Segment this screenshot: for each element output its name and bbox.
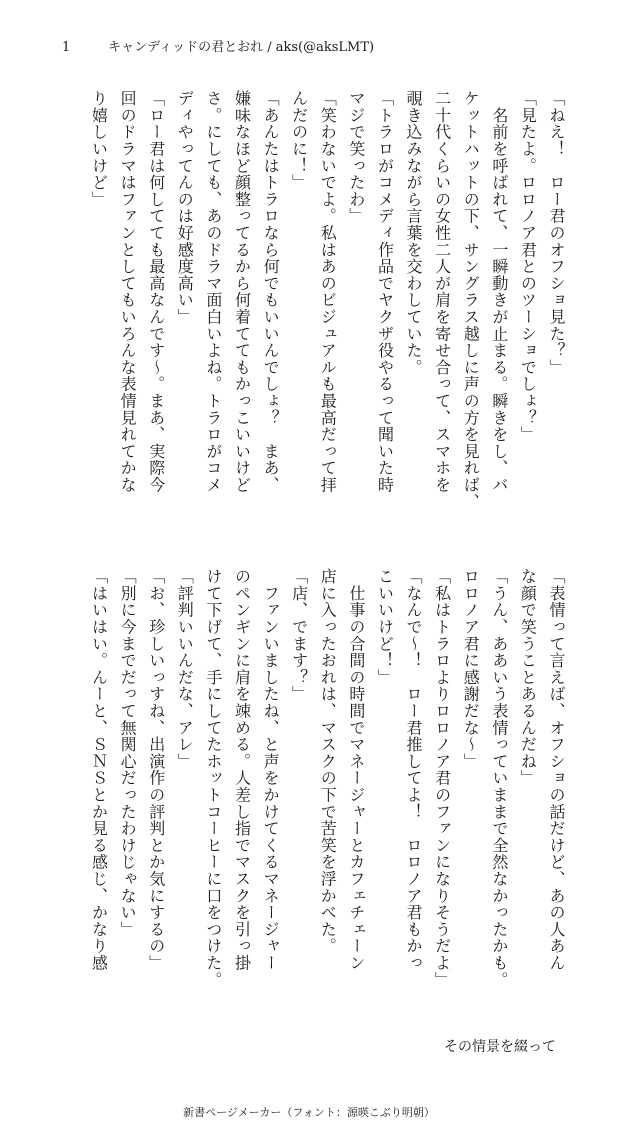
- text-line: 仕事の合間の時間でマネージャーとカフェチェーン: [346, 568, 366, 972]
- text-line: 「トラロがコメディ作品でヤクザ役やるって聞いた時: [375, 90, 395, 494]
- text-block-top: [50, 90, 570, 520]
- text-line: 「店、でます？」: [289, 568, 309, 703]
- page-header: [62, 36, 598, 55]
- text-line: 「ねえ！ ロー君のオフショ見た？」: [547, 90, 566, 376]
- text-line: さ。にしても、あのドラマ面白いよね。トラロがコメ: [203, 90, 223, 494]
- text-line: 店に入ったおれは、マスクの下で苦笑を浮かべた。: [318, 568, 338, 955]
- text-block-bottom: [50, 568, 570, 1008]
- text-line: り嬉しいけど」: [89, 90, 109, 208]
- story-title: キャンディッドの君とおれ / aks(@aksLMT): [108, 40, 375, 55]
- text-line: ディやってんのは好感度高い」: [175, 90, 195, 326]
- text-line: けて下げて、手にしてたホットコーヒーに口をつけた。: [203, 568, 223, 988]
- text-line: 嫌味なほど顔整ってるから何着ててもかっこいいけど: [232, 90, 252, 494]
- text-line: 二十代くらいの女性二人が肩を寄せ合って、スマホを: [432, 90, 452, 494]
- text-line: 「ロー君は何してても最高なんです～。まあ、実際今: [146, 90, 166, 494]
- text-line: 「笑わないでよ。私はあのビジュアルも最高だって拝: [318, 90, 338, 494]
- text-line: 「なんで～！ ロー君推してよ！ ロロノア君もかっ: [404, 568, 424, 972]
- text-line: 回のドラマはファンとしてもいろんな表情見れてかな: [118, 90, 138, 494]
- text-line: 覗き込みながら言葉を交わしていた。: [404, 90, 424, 376]
- text-line: 「評判いいんだな、アレ」: [175, 568, 195, 770]
- text-line: 「別に今までだって無関心だったわけじゃない」: [118, 568, 138, 938]
- text-line: こいいけど！」: [375, 568, 395, 686]
- text-line: な顔で笑うことあるんだね」: [518, 568, 538, 787]
- text-line: 「私はトラロよりロロノア君のファンになりそうだよ」: [432, 568, 452, 988]
- text-line: 「あんたはトラロなら何でもいいんでしょ？ まあ、: [261, 90, 281, 494]
- text-line: マジで笑ったわ」: [346, 90, 366, 225]
- text-line: 名前を呼ばれて、一瞬動きが止まる。瞬きをし、バ: [489, 90, 509, 494]
- text-line: 「はいはい。んーと、ＳＮＳとか見る感じ、かなり感: [89, 568, 109, 972]
- text-line: んだのに！」: [289, 90, 309, 191]
- text-line: 「うん、ああいう表情っていままで全然なかったかも。: [489, 568, 509, 988]
- footer-credit: 新書ページメーカー（フォント：源暎こぶり明朝）: [183, 1106, 435, 1119]
- text-line: ロロノア君に感謝だな～」: [461, 568, 481, 770]
- text-line: 「表情って言えば、オフショの話だけど、あの人あん: [547, 568, 566, 972]
- text-line: 「見たよ。ロロノア君とのツーショでしょ？」: [518, 90, 538, 443]
- text-line: ファンいましたね、と声をかけてくるマネージャー: [261, 568, 281, 972]
- text-line: のペンギンに肩を竦める。人差し指でマスクを引っ掛: [232, 568, 252, 972]
- text-line: 「お、珍しいっすね、出演作の評判とか気にするの」: [146, 568, 166, 972]
- continuation-hook: その情景を綴って: [444, 1039, 556, 1055]
- page-number: 1: [62, 40, 71, 55]
- text-line: ケットハットの下、サングラス越しに声の方を見れば、: [461, 90, 481, 510]
